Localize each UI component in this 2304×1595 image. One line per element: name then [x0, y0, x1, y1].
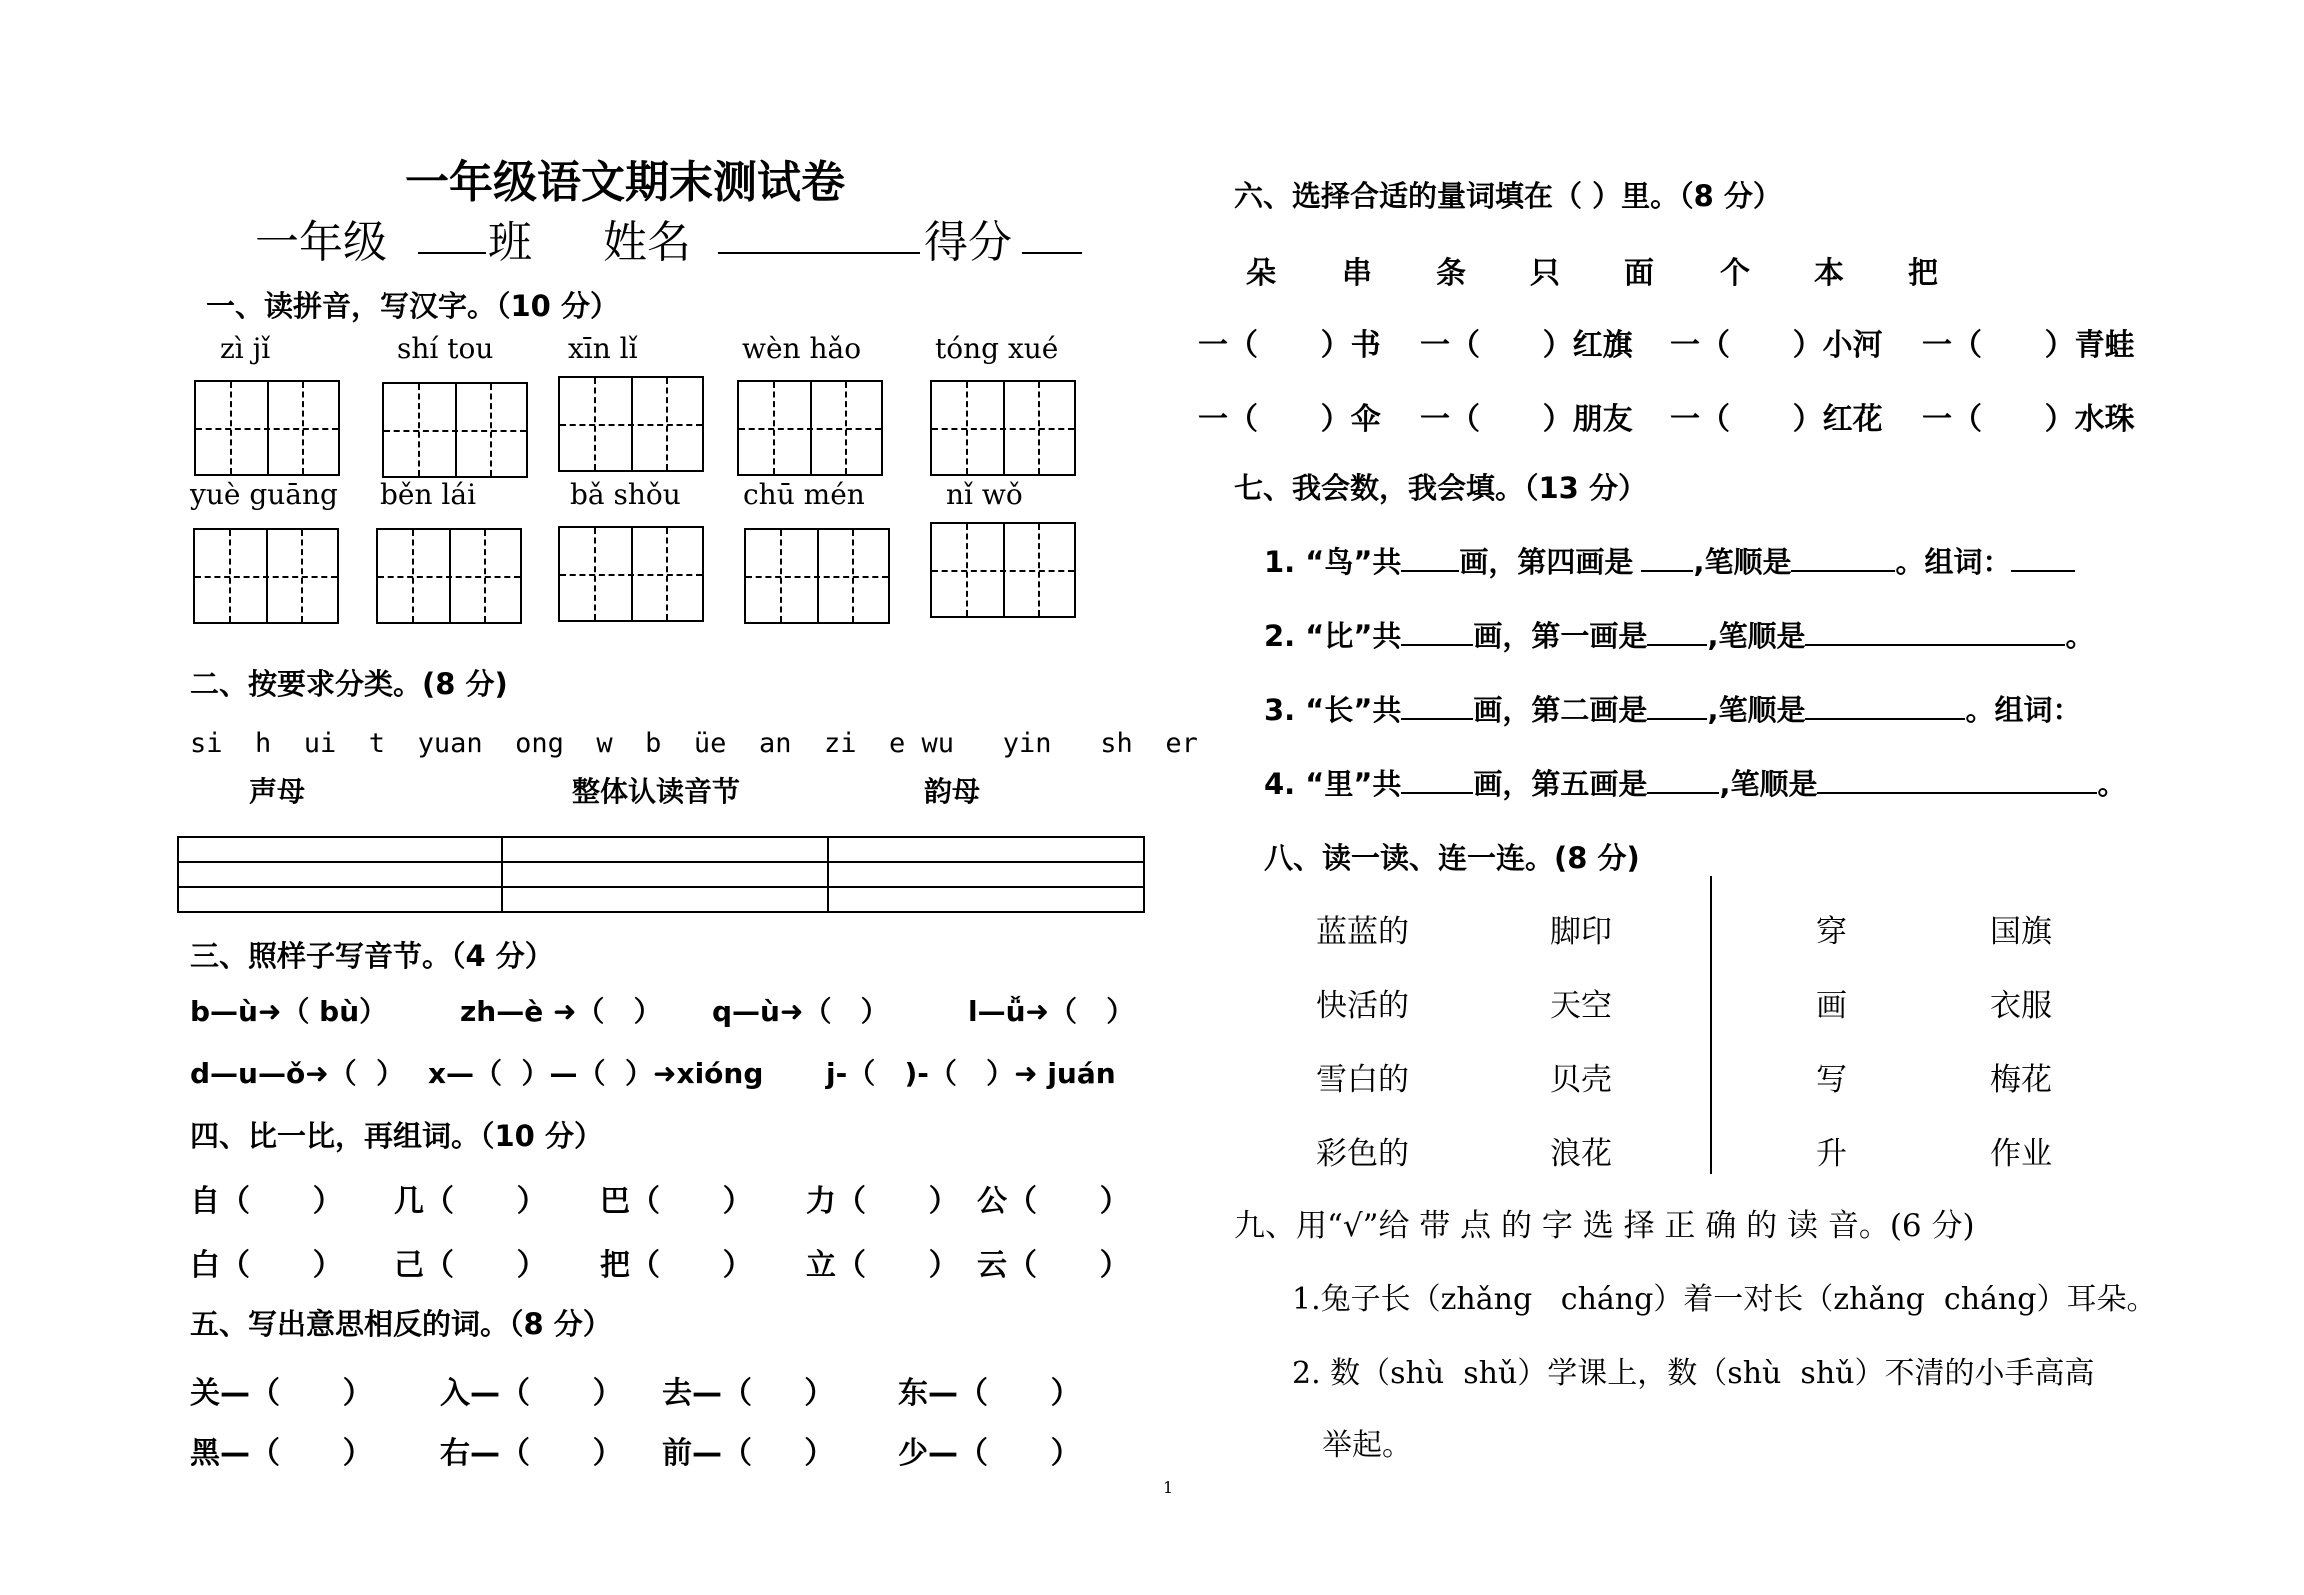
- measure-word: 把: [1908, 256, 1938, 291]
- compare-item: 云（ ）: [977, 1248, 1130, 1283]
- match-item: 贝壳: [1550, 1062, 1612, 1098]
- section-2-heading: 二、按要求分类。(8 分): [190, 667, 508, 701]
- pinyin-10: nǐ wǒ: [946, 478, 1023, 511]
- class-blank[interactable]: [418, 252, 486, 254]
- measure-item: 一（ ）水珠: [1922, 402, 2135, 437]
- reading-question-2-cont: 举起。: [1322, 1428, 1412, 1463]
- reading-question-1: 1.兔子长（zhǎng cháng）着一对长（zhǎng cháng）耳朵。: [1292, 1282, 2157, 1317]
- pinyin-1: zì jǐ: [220, 332, 271, 365]
- match-item: 蓝蓝的: [1316, 914, 1409, 950]
- section-8-heading: 八、读一读、连一连。(8 分): [1264, 841, 1640, 875]
- section-6-heading: 六、选择合适的量词填在（ ）里。（8 分）: [1234, 179, 1782, 213]
- label-initials: 声母: [249, 775, 306, 808]
- syllable-item: x—（ ）—（ ）➜xióng: [428, 1057, 764, 1090]
- syllable-item: d—u—ǒ➜（ ）: [190, 1057, 405, 1090]
- writing-grid[interactable]: [194, 380, 340, 476]
- writing-grid[interactable]: [744, 528, 890, 624]
- section-5-heading: 五、写出意思相反的词。（8 分）: [190, 1307, 612, 1341]
- writing-grid[interactable]: [193, 528, 339, 624]
- section-9-heading: 九、用“√”给 带 点 的 字 选 择 正 确 的 读 音。(6 分): [1234, 1208, 1975, 1244]
- compare-item: 自（ ）: [190, 1184, 343, 1219]
- compare-item: 巴（ ）: [600, 1184, 753, 1219]
- pinyin-5: tóng xué: [935, 332, 1059, 365]
- classification-table[interactable]: [177, 836, 1145, 913]
- antonym-item: 前—（ ）: [662, 1436, 835, 1471]
- divider-line: [1710, 876, 1712, 1174]
- section-3-heading: 三、照样子写音节。（4 分）: [190, 939, 554, 973]
- measure-word: 本: [1814, 256, 1844, 291]
- syllable-item: l—ǚ➜（ ）: [968, 995, 1135, 1028]
- label-whole-syllables: 整体认读音节: [572, 775, 741, 808]
- antonym-item: 东—（ ）: [898, 1376, 1081, 1411]
- compare-item: 立（ ）: [806, 1248, 959, 1283]
- stroke-question-3: 3. “长”共 画，第二画是 ,笔顺是 。组词：: [1264, 693, 2082, 727]
- measure-item: 一（ ）红旗: [1420, 328, 1633, 363]
- match-item: 写: [1816, 1062, 1847, 1098]
- match-item: 国旗: [1990, 914, 2052, 950]
- compare-item: 白（ ）: [190, 1248, 343, 1283]
- match-item: 彩色的: [1316, 1136, 1409, 1172]
- writing-grid[interactable]: [558, 376, 704, 472]
- syllable-item: q—ù➜（ ）: [712, 995, 889, 1028]
- match-item: 天空: [1550, 988, 1612, 1024]
- antonym-item: 入—（ ）: [440, 1376, 623, 1411]
- compare-item: 几（ ）: [394, 1184, 547, 1219]
- match-item: 升: [1816, 1136, 1847, 1172]
- section-4-heading: 四、比一比，再组词。（10 分）: [190, 1119, 603, 1153]
- syllable-item: zh—è ➜（ ）: [460, 995, 662, 1028]
- measure-item: 一（ ）小河: [1670, 328, 1883, 363]
- measure-word: 朵: [1246, 256, 1276, 291]
- subtitle-class: 班: [488, 217, 532, 268]
- antonym-item: 右—（ ）: [440, 1436, 623, 1471]
- writing-grid[interactable]: [382, 382, 528, 478]
- score-blank[interactable]: [1022, 252, 1082, 254]
- match-item: 画: [1816, 988, 1847, 1024]
- match-item: 梅花: [1990, 1062, 2052, 1098]
- match-item: 穿: [1816, 914, 1847, 950]
- section-1-heading: 一、读拼音，写汉字。（10 分）: [206, 289, 619, 323]
- antonym-item: 黑—（ ）: [190, 1436, 373, 1471]
- name-blank[interactable]: [718, 252, 920, 254]
- match-item: 雪白的: [1316, 1062, 1409, 1098]
- subtitle-name: 姓名: [603, 217, 691, 268]
- compare-item: 把（ ）: [600, 1248, 753, 1283]
- measure-item: 一（ ）红花: [1670, 402, 1883, 437]
- measure-word: 面: [1624, 256, 1654, 291]
- measure-word: 串: [1342, 256, 1372, 291]
- syllable-example: b—ù➜（ bù）: [190, 995, 388, 1028]
- pinyin-3: xīn lǐ: [568, 332, 638, 365]
- writing-grid[interactable]: [376, 528, 522, 624]
- match-item: 浪花: [1550, 1136, 1612, 1172]
- stroke-question-4: 4. “里”共 画，第五画是 ,笔顺是 。: [1264, 767, 2127, 801]
- pinyin-8: bǎ shǒu: [570, 478, 681, 511]
- stroke-question-2: 2. “比”共 画，第一画是 ,笔顺是 。: [1264, 619, 2095, 653]
- measure-item: 一（ ）青蛙: [1922, 328, 2135, 363]
- match-item: 衣服: [1990, 988, 2052, 1024]
- measure-word: 个: [1720, 256, 1750, 291]
- writing-grid[interactable]: [558, 526, 704, 622]
- compare-item: 力（ ）: [806, 1184, 959, 1219]
- section-7-heading: 七、我会数，我会填。（13 分）: [1234, 471, 1647, 505]
- measure-item: 一（ ）书: [1198, 328, 1381, 363]
- pinyin-6: yuè guāng: [190, 478, 338, 511]
- syllable-item: j-（ )-（ ）➜ juán: [826, 1057, 1116, 1090]
- writing-grid[interactable]: [737, 380, 883, 476]
- compare-item: 己（ ）: [394, 1248, 547, 1283]
- pinyin-4: wèn hǎo: [742, 332, 862, 365]
- pinyin-7: běn lái: [380, 478, 477, 511]
- reading-question-2: 2. 数（shù shǔ）学课上，数（shù shǔ）不清的小手高高: [1292, 1356, 2095, 1391]
- pinyin-9: chū mén: [743, 478, 865, 511]
- writing-grid[interactable]: [930, 522, 1076, 618]
- match-item: 快活的: [1316, 988, 1409, 1024]
- measure-item: 一（ ）伞: [1198, 402, 1381, 437]
- compare-item: 公（ ）: [977, 1184, 1130, 1219]
- match-item: 作业: [1990, 1136, 2052, 1172]
- measure-item: 一（ ）朋友: [1420, 402, 1633, 437]
- label-finals: 韵母: [924, 775, 981, 808]
- page-number: 1: [1163, 1478, 1174, 1497]
- match-item: 脚印: [1550, 914, 1612, 950]
- page-title: 一年级语文期末测试卷: [405, 157, 845, 208]
- antonym-item: 关—（ ）: [190, 1376, 373, 1411]
- measure-word: 只: [1530, 256, 1560, 291]
- subtitle-score: 得分: [924, 217, 1012, 268]
- antonym-item: 去—（ ）: [662, 1376, 835, 1411]
- writing-grid[interactable]: [930, 380, 1076, 476]
- measure-word: 条: [1436, 256, 1466, 291]
- antonym-item: 少—（ ）: [898, 1436, 1081, 1471]
- pinyin-2: shí tou: [397, 332, 494, 365]
- subtitle-grade: 一年级: [255, 217, 387, 268]
- phonetic-items: si h ui t yuan ong w b üe an zi e wu yin sh er: [190, 728, 1198, 759]
- stroke-question-1: 1. “鸟”共 画，第四画是 ,笔顺是 。组词：: [1264, 540, 2075, 581]
